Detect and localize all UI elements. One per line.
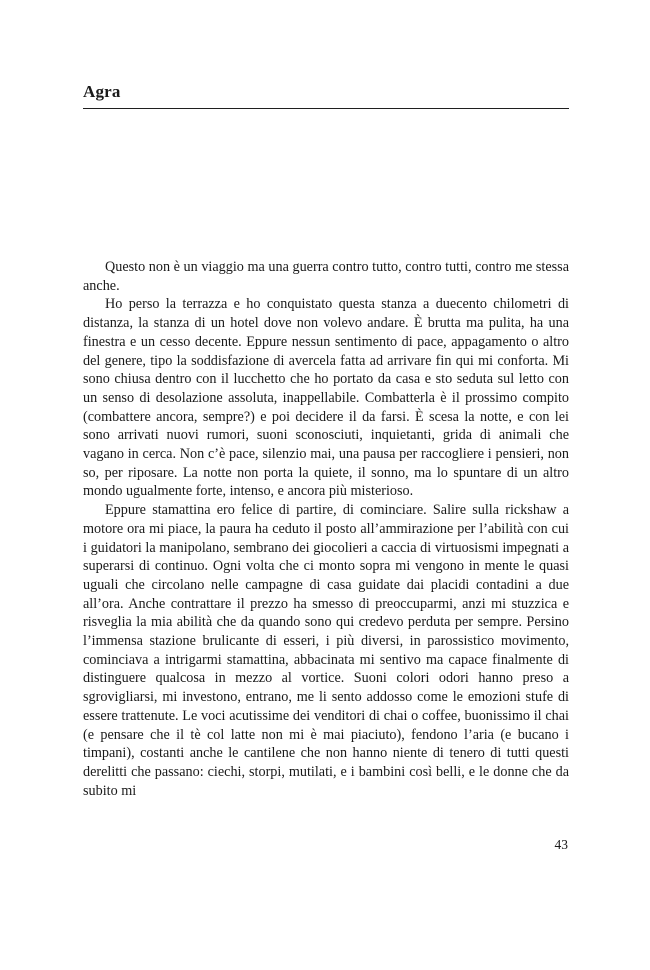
page-body <box>83 258 569 800</box>
chapter-title: Agra <box>83 82 121 101</box>
paragraph: Eppure stamattina ero felice di partire, di cominciare. Salire sulla rickshaw a motore ora mi piace, la paura ha ceduto il posto all’ammirazione per l’abilità con cui i guidatori la manipolano, sembrano dei giocolieri a caccia di virtuosismi impegnati a superarsi di continuo. Ogni volta che ci monto sopra mi vengono in mente le quasi uguali che circolano nelle campagne di casa guidate dai placidi contadini a due all’ora. Anche contrattare il prezzo ha smesso di preoccuparmi, anzi mi stuzzica e risveglia la mia abilità che da quando sono qui credevo perduta per sempre. Persino l’immensa stazione brulicante di esseri, i più diversi, in parossistico movimento, cominciava a intrigarmi stamattina, abbacinata mi sentivo ma capace finalmente di distinguere qualcosa in mezzo al vortice. Suoni colori odori hanno preso a sgrovigliarsi, mi investono, entrano, me li sento addosso come le emozioni stufe di essere trattenute. Le voci acutissime dei venditori di chai o coffee, buonissimo il chai (e pensare che il tè col latte non mi è mai piaciuto), fendono l’aria (e bucano i timpani), costanti anche le cantilene che non hanno niente di tenero di tutti questi derelitti che passano: ciechi, storpi, mutilati, e i bambini così belli, e le donne che da subito mi <box>83 502 569 799</box>
header-rule <box>83 108 569 109</box>
page-number: 43 <box>554 837 568 852</box>
paragraph: Questo non è un viaggio ma una guerra contro tutto, contro tutti, contro me stessa anche. <box>83 259 569 294</box>
chapter-header <box>83 83 569 109</box>
paragraph: Ho perso la terrazza e ho conquistato questa stanza a duecento chilometri di distanza, la stanza di un hotel dove non volevo andare. È brutta ma pulita, ha una finestra e un cesso decente. Eppure nessun sentimento di pace, appagamento o altro del genere, tipo la soddisfazione di avercela fatta ad arrivare fin qui mi conforta. Mi sono chiusa dentro con il lucchetto che ho portato da casa e sto seduta sul letto con un senso di desolazione assoluta, inappellabile. Combatterla è il prossimo compito (combattere ancora, sempre?) e poi decidere il da farsi. È scesa la notte, e con lei sono arrivati nuovi rumori, suoni sconosciuti, inquietanti, grida di animali che vagano in cerca. Non c’è pace, silenzio mai, una pausa per raccogliere i pensieri, non so, per riposare. La notte non porta la quiete, il sonno, ma lo spuntare di un altro mondo ugualmente forte, intenso, e ancora più misterioso. <box>83 296 569 500</box>
